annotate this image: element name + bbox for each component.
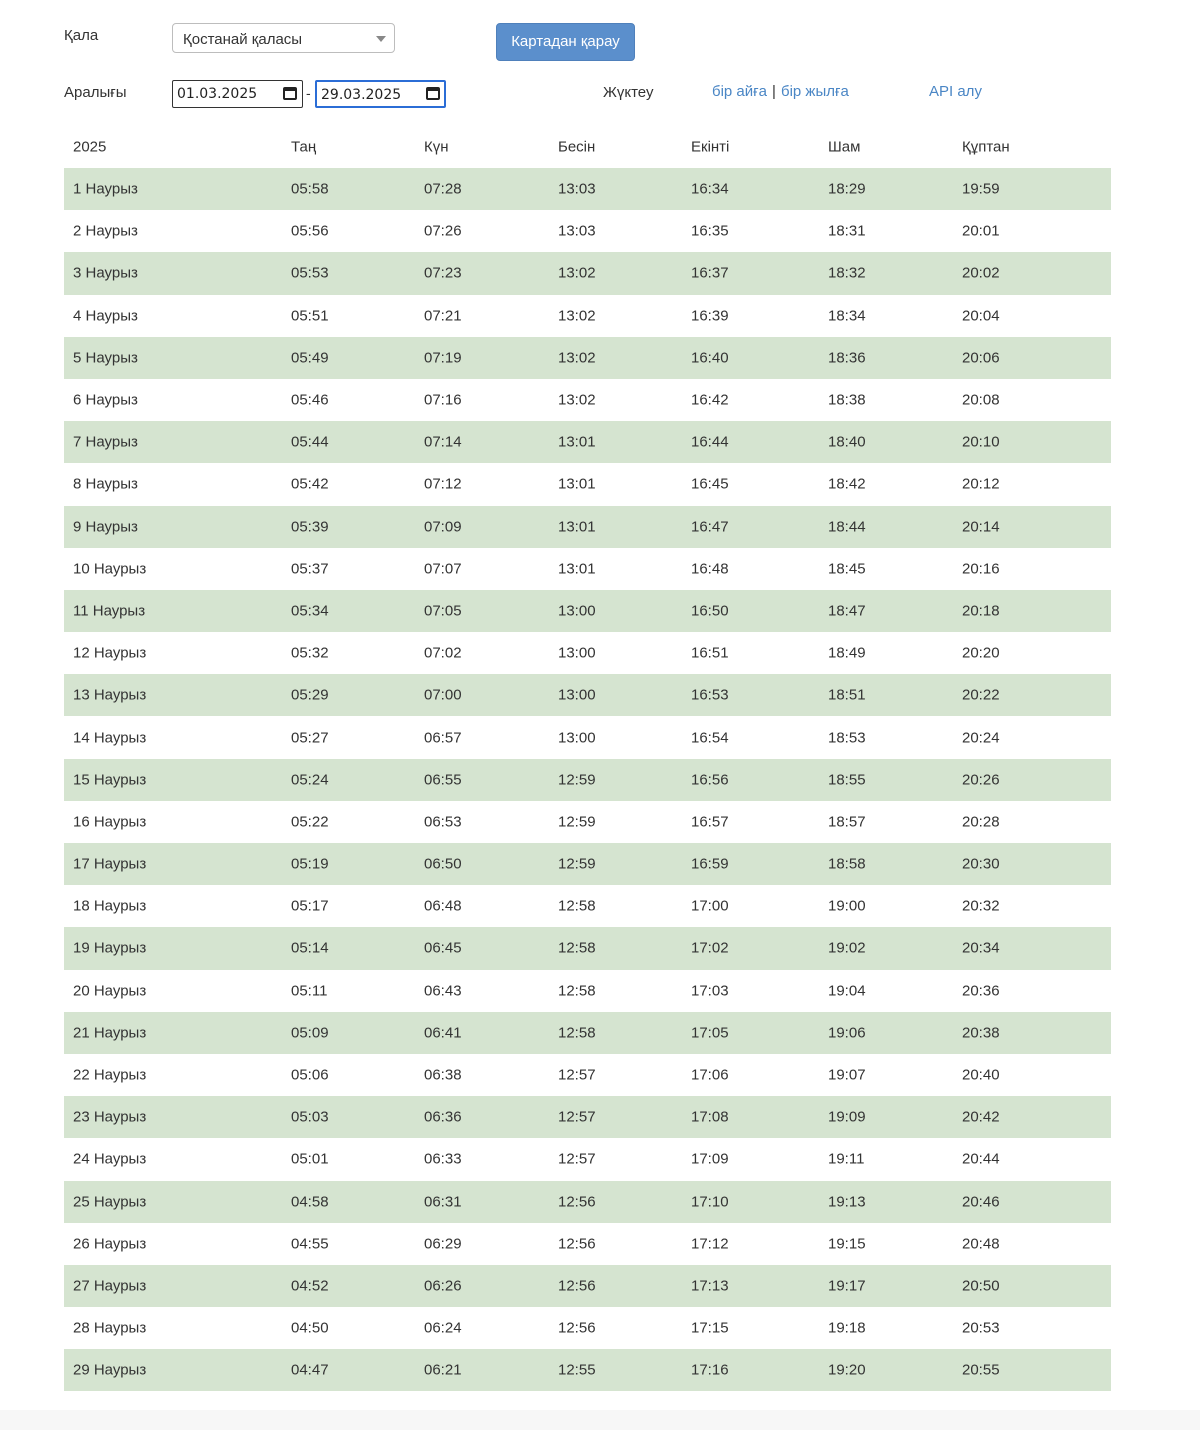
time-cell: 20:14	[962, 518, 1000, 536]
download-month-link[interactable]: бір айға	[712, 83, 767, 100]
table-row	[64, 1349, 1111, 1391]
time-cell: 20:20	[962, 644, 1000, 662]
time-cell: 12:59	[558, 813, 596, 831]
time-cell: 16:54	[691, 729, 729, 747]
table-row	[64, 379, 1111, 421]
time-cell: 12:56	[558, 1277, 596, 1295]
time-cell: 05:19	[291, 855, 329, 873]
time-cell: 20:16	[962, 560, 1000, 578]
date-cell: 18 Наурыз	[73, 897, 147, 915]
time-cell: 13:01	[558, 518, 596, 536]
time-cell: 18:49	[828, 644, 866, 662]
column-header: Таң	[291, 138, 317, 156]
time-cell: 18:31	[828, 222, 866, 240]
time-cell: 07:07	[424, 560, 462, 578]
download-year-link[interactable]: бір жылға	[781, 83, 849, 100]
time-cell: 06:55	[424, 771, 462, 789]
time-cell: 16:47	[691, 518, 729, 536]
time-cell: 20:42	[962, 1108, 1000, 1126]
table-row	[64, 716, 1111, 758]
date-cell: 6 Наурыз	[73, 391, 138, 409]
time-cell: 20:24	[962, 729, 1000, 747]
time-cell: 19:02	[828, 939, 866, 957]
time-cell: 17:02	[691, 939, 729, 957]
time-cell: 13:02	[558, 264, 596, 282]
time-cell: 07:12	[424, 475, 462, 493]
time-cell: 13:00	[558, 644, 596, 662]
time-cell: 06:41	[424, 1024, 462, 1042]
date-cell: 28 Наурыз	[73, 1319, 147, 1337]
time-cell: 12:57	[558, 1150, 596, 1168]
time-cell: 04:58	[291, 1193, 329, 1211]
time-cell: 20:34	[962, 939, 1000, 957]
table-row	[64, 1096, 1111, 1138]
time-cell: 17:00	[691, 897, 729, 915]
time-cell: 17:09	[691, 1150, 729, 1168]
table-row	[64, 759, 1111, 801]
time-cell: 12:59	[558, 771, 596, 789]
table-row	[64, 632, 1111, 674]
time-cell: 06:43	[424, 982, 462, 1000]
date-cell: 29 Наурыз	[73, 1361, 147, 1379]
time-cell: 06:29	[424, 1235, 462, 1253]
time-cell: 06:31	[424, 1193, 462, 1211]
time-cell: 20:32	[962, 897, 1000, 915]
page-footer-band	[0, 1410, 1200, 1430]
table-row	[64, 674, 1111, 716]
time-cell: 05:44	[291, 433, 329, 451]
time-cell: 05:39	[291, 518, 329, 536]
time-cell: 05:46	[291, 391, 329, 409]
time-cell: 13:00	[558, 729, 596, 747]
date-cell: 2 Наурыз	[73, 222, 138, 240]
time-cell: 12:59	[558, 855, 596, 873]
time-cell: 18:51	[828, 686, 866, 704]
chevron-down-icon	[376, 36, 386, 42]
time-cell: 04:52	[291, 1277, 329, 1295]
time-cell: 06:21	[424, 1361, 462, 1379]
time-cell: 16:39	[691, 307, 729, 325]
time-cell: 05:56	[291, 222, 329, 240]
date-cell: 24 Наурыз	[73, 1150, 147, 1168]
date-cell: 13 Наурыз	[73, 686, 147, 704]
time-cell: 17:10	[691, 1193, 729, 1211]
range-label: Аралығы	[64, 84, 127, 101]
time-cell: 20:36	[962, 982, 1000, 1000]
date-cell: 22 Наурыз	[73, 1066, 147, 1084]
time-cell: 05:11	[291, 982, 328, 1000]
range-dash: -	[306, 85, 311, 101]
time-cell: 20:44	[962, 1150, 1000, 1168]
time-cell: 17:03	[691, 982, 729, 1000]
time-cell: 16:56	[691, 771, 729, 789]
time-cell: 04:55	[291, 1235, 329, 1253]
time-cell: 17:08	[691, 1108, 729, 1126]
date-cell: 12 Наурыз	[73, 644, 147, 662]
table-row	[64, 1012, 1111, 1054]
time-cell: 06:53	[424, 813, 462, 831]
date-cell: 21 Наурыз	[73, 1024, 147, 1042]
column-header: 2025	[73, 138, 107, 156]
time-cell: 19:04	[828, 982, 866, 1000]
time-cell: 17:16	[691, 1361, 729, 1379]
time-cell: 05:17	[291, 897, 329, 915]
time-cell: 06:26	[424, 1277, 462, 1295]
table-row	[64, 927, 1111, 969]
time-cell: 20:06	[962, 349, 1000, 367]
time-cell: 18:42	[828, 475, 866, 493]
table-row	[64, 1265, 1111, 1307]
time-cell: 13:00	[558, 686, 596, 704]
table-row	[64, 295, 1111, 337]
date-cell: 3 Наурыз	[73, 264, 138, 282]
time-cell: 12:57	[558, 1108, 596, 1126]
table-row	[64, 168, 1111, 210]
date-cell: 1 Наурыз	[73, 180, 138, 198]
table-row	[64, 252, 1111, 294]
time-cell: 18:57	[828, 813, 866, 831]
time-cell: 05:53	[291, 264, 329, 282]
api-link[interactable]: API алу	[929, 83, 982, 100]
time-cell: 05:27	[291, 729, 329, 747]
column-header: Шам	[828, 138, 861, 156]
time-cell: 18:29	[828, 180, 866, 198]
table-row	[64, 210, 1111, 252]
time-cell: 19:11	[828, 1150, 865, 1168]
table-row	[64, 337, 1111, 379]
time-cell: 06:36	[424, 1108, 462, 1126]
time-cell: 13:02	[558, 391, 596, 409]
time-cell: 16:50	[691, 602, 729, 620]
time-cell: 07:09	[424, 518, 462, 536]
time-cell: 05:03	[291, 1108, 329, 1126]
date-cell: 15 Наурыз	[73, 771, 147, 789]
time-cell: 16:59	[691, 855, 729, 873]
time-cell: 20:02	[962, 264, 1000, 282]
time-cell: 07:21	[424, 307, 462, 325]
time-cell: 20:46	[962, 1193, 1000, 1211]
time-cell: 19:20	[828, 1361, 866, 1379]
time-cell: 13:01	[558, 560, 596, 578]
date-cell: 17 Наурыз	[73, 855, 147, 873]
time-cell: 06:24	[424, 1319, 462, 1337]
date-cell: 20 Наурыз	[73, 982, 147, 1000]
time-cell: 18:58	[828, 855, 866, 873]
time-cell: 07:23	[424, 264, 462, 282]
column-header: Күн	[424, 138, 449, 156]
time-cell: 16:44	[691, 433, 729, 451]
time-cell: 05:32	[291, 644, 329, 662]
time-cell: 19:59	[962, 180, 1000, 198]
date-cell: 5 Наурыз	[73, 349, 138, 367]
time-cell: 18:36	[828, 349, 866, 367]
table-body	[64, 168, 1111, 1391]
time-cell: 06:50	[424, 855, 462, 873]
view-map-button[interactable]: Картадан қарау	[496, 23, 635, 61]
time-cell: 05:01	[291, 1150, 329, 1168]
time-cell: 16:57	[691, 813, 729, 831]
time-cell: 20:48	[962, 1235, 1000, 1253]
time-cell: 20:53	[962, 1319, 1000, 1337]
time-cell: 12:58	[558, 939, 596, 957]
prayer-times-table	[64, 126, 1111, 1391]
time-cell: 16:42	[691, 391, 729, 409]
time-cell: 19:17	[828, 1277, 866, 1295]
time-cell: 05:37	[291, 560, 329, 578]
time-cell: 13:02	[558, 307, 596, 325]
time-cell: 05:14	[291, 939, 329, 957]
time-cell: 13:03	[558, 222, 596, 240]
table-row	[64, 1138, 1111, 1180]
time-cell: 12:56	[558, 1319, 596, 1337]
table-row	[64, 463, 1111, 505]
time-cell: 20:50	[962, 1277, 1000, 1295]
date-cell: 27 Наурыз	[73, 1277, 147, 1295]
time-cell: 06:57	[424, 729, 462, 747]
city-label: Қала	[64, 27, 99, 44]
time-cell: 13:02	[558, 349, 596, 367]
time-cell: 07:28	[424, 180, 462, 198]
time-cell: 05:09	[291, 1024, 329, 1042]
time-cell: 18:40	[828, 433, 866, 451]
time-cell: 16:48	[691, 560, 729, 578]
time-cell: 19:13	[828, 1193, 866, 1211]
date-cell: 11 Наурыз	[73, 602, 146, 620]
time-cell: 04:47	[291, 1361, 329, 1379]
time-cell: 13:01	[558, 433, 596, 451]
date-cell: 16 Наурыз	[73, 813, 147, 831]
date-cell: 9 Наурыз	[73, 518, 138, 536]
time-cell: 12:58	[558, 1024, 596, 1042]
time-cell: 18:32	[828, 264, 866, 282]
time-cell: 05:42	[291, 475, 329, 493]
time-cell: 12:56	[558, 1235, 596, 1253]
download-label: Жүктеу	[603, 84, 654, 101]
time-cell: 19:06	[828, 1024, 866, 1042]
table-row	[64, 506, 1111, 548]
time-cell: 17:13	[691, 1277, 729, 1295]
time-cell: 16:45	[691, 475, 729, 493]
time-cell: 19:18	[828, 1319, 866, 1337]
table-row	[64, 1223, 1111, 1265]
time-cell: 05:29	[291, 686, 329, 704]
time-cell: 05:24	[291, 771, 329, 789]
date-cell: 26 Наурыз	[73, 1235, 147, 1253]
city-select[interactable]	[172, 23, 395, 53]
time-cell: 16:35	[691, 222, 729, 240]
table-row	[64, 843, 1111, 885]
time-cell: 20:08	[962, 391, 1000, 409]
time-cell: 07:16	[424, 391, 462, 409]
date-cell: 7 Наурыз	[73, 433, 138, 451]
time-cell: 17:05	[691, 1024, 729, 1042]
time-cell: 18:44	[828, 518, 866, 536]
date-cell: 10 Наурыз	[73, 560, 147, 578]
time-cell: 18:55	[828, 771, 866, 789]
table-row	[64, 548, 1111, 590]
time-cell: 20:10	[962, 433, 1000, 451]
date-cell: 4 Наурыз	[73, 307, 138, 325]
time-cell: 04:50	[291, 1319, 329, 1337]
time-cell: 17:06	[691, 1066, 729, 1084]
time-cell: 18:53	[828, 729, 866, 747]
link-separator: |	[772, 83, 776, 100]
time-cell: 05:51	[291, 307, 329, 325]
time-cell: 07:14	[424, 433, 462, 451]
time-cell: 20:28	[962, 813, 1000, 831]
time-cell: 13:01	[558, 475, 596, 493]
time-cell: 13:00	[558, 602, 596, 620]
city-select-value: Қостанай қаласы	[183, 31, 303, 48]
time-cell: 18:34	[828, 307, 866, 325]
column-header: Екінті	[691, 138, 730, 156]
table-row	[64, 1181, 1111, 1223]
column-header: Бесін	[558, 138, 596, 156]
time-cell: 19:07	[828, 1066, 866, 1084]
time-cell: 07:00	[424, 686, 462, 704]
time-cell: 16:37	[691, 264, 729, 282]
time-cell: 17:12	[691, 1235, 729, 1253]
time-cell: 06:45	[424, 939, 462, 957]
time-cell: 19:00	[828, 897, 866, 915]
date-to-value: 29.03.2025	[321, 87, 402, 103]
time-cell: 20:01	[962, 222, 1000, 240]
date-cell: 23 Наурыз	[73, 1108, 147, 1126]
time-cell: 12:58	[558, 897, 596, 915]
table-row	[64, 1054, 1111, 1096]
table-row	[64, 970, 1111, 1012]
time-cell: 20:55	[962, 1361, 1000, 1379]
date-from-input[interactable]	[172, 80, 303, 108]
time-cell: 05:22	[291, 813, 329, 831]
time-cell: 12:55	[558, 1361, 596, 1379]
time-cell: 05:34	[291, 602, 329, 620]
time-cell: 20:12	[962, 475, 1000, 493]
time-cell: 12:56	[558, 1193, 596, 1211]
table-row	[64, 1307, 1111, 1349]
time-cell: 13:03	[558, 180, 596, 198]
table-header	[64, 126, 1111, 168]
time-cell: 16:51	[691, 644, 729, 662]
time-cell: 20:26	[962, 771, 1000, 789]
date-from-value: 01.03.2025	[177, 86, 258, 102]
calendar-icon[interactable]	[426, 87, 440, 100]
time-cell: 16:53	[691, 686, 729, 704]
time-cell: 16:34	[691, 180, 729, 198]
date-cell: 8 Наурыз	[73, 475, 138, 493]
time-cell: 12:58	[558, 982, 596, 1000]
date-cell: 14 Наурыз	[73, 729, 147, 747]
date-cell: 19 Наурыз	[73, 939, 147, 957]
time-cell: 05:58	[291, 180, 329, 198]
time-cell: 20:40	[962, 1066, 1000, 1084]
date-to-input[interactable]	[315, 80, 446, 108]
time-cell: 20:22	[962, 686, 1000, 704]
time-cell: 18:38	[828, 391, 866, 409]
table-row	[64, 801, 1111, 843]
table-row	[64, 421, 1111, 463]
date-cell: 25 Наурыз	[73, 1193, 147, 1211]
time-cell: 18:47	[828, 602, 866, 620]
time-cell: 07:19	[424, 349, 462, 367]
time-cell: 05:06	[291, 1066, 329, 1084]
time-cell: 20:30	[962, 855, 1000, 873]
time-cell: 19:09	[828, 1108, 866, 1126]
column-header: Құптан	[962, 138, 1010, 156]
time-cell: 16:40	[691, 349, 729, 367]
time-cell: 07:26	[424, 222, 462, 240]
time-cell: 20:18	[962, 602, 1000, 620]
time-cell: 18:45	[828, 560, 866, 578]
time-cell: 19:15	[828, 1235, 866, 1253]
time-cell: 20:38	[962, 1024, 1000, 1042]
time-cell: 05:49	[291, 349, 329, 367]
calendar-icon[interactable]	[283, 87, 297, 100]
table-row	[64, 590, 1111, 632]
time-cell: 06:48	[424, 897, 462, 915]
time-cell: 07:02	[424, 644, 462, 662]
time-cell: 12:57	[558, 1066, 596, 1084]
time-cell: 06:38	[424, 1066, 462, 1084]
time-cell: 20:04	[962, 307, 1000, 325]
table-row	[64, 885, 1111, 927]
time-cell: 07:05	[424, 602, 462, 620]
time-cell: 17:15	[691, 1319, 729, 1337]
time-cell: 06:33	[424, 1150, 462, 1168]
